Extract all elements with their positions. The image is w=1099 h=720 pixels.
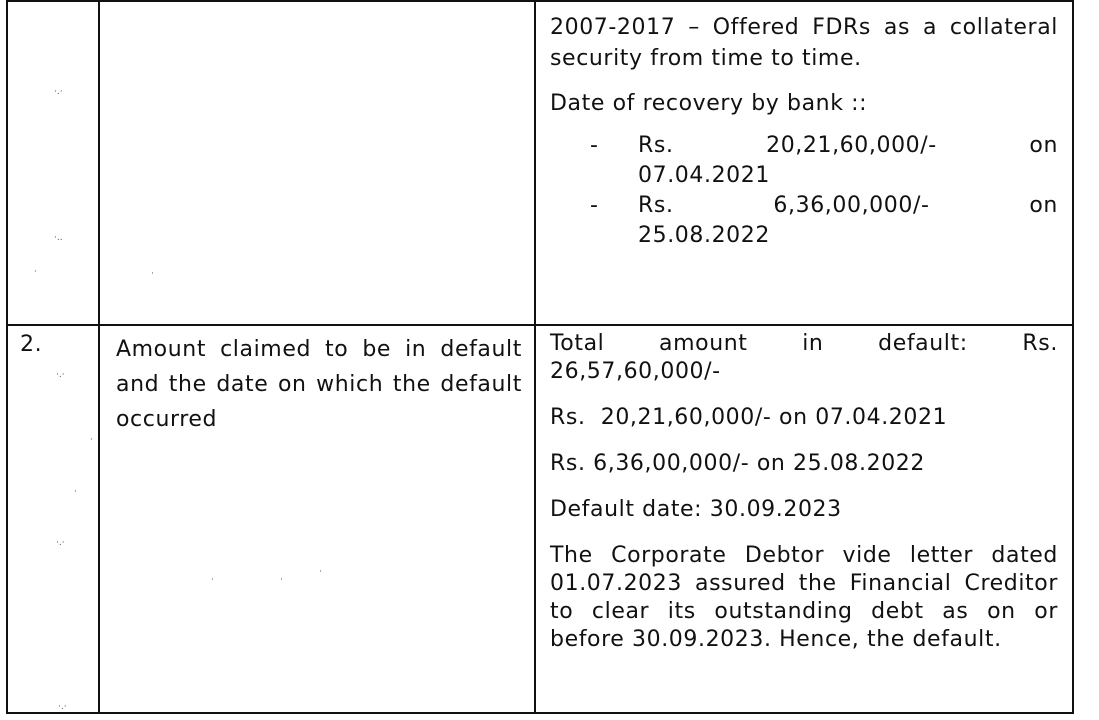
total-word: Total — [550, 331, 605, 356]
scan-speck: · — [211, 575, 214, 585]
table-row — [7, 1, 1073, 325]
recovery-list — [550, 131, 1058, 251]
collateral-text: 2007-2017 – Offered FDRs as a collateral security from time to time. — [550, 15, 1058, 71]
details-cell — [535, 1, 1073, 325]
list-item — [590, 191, 1058, 251]
scan-speck: · — [74, 487, 77, 497]
description-text — [100, 2, 534, 8]
list-item — [590, 131, 1058, 191]
description-cell — [99, 1, 535, 325]
recovery-on: on — [1029, 193, 1058, 218]
scan-speck: · — [34, 267, 37, 277]
total-amount-line — [550, 330, 1058, 358]
description-text: Amount claimed to be in default and the date on which the default occurred — [116, 337, 522, 432]
recovery-label: Rs. — [638, 133, 674, 158]
amount-word: amount — [659, 331, 748, 356]
scan-speck: ·.. — [54, 233, 63, 243]
details-cell — [535, 325, 1073, 713]
table-row — [7, 325, 1073, 713]
scan-speck: · — [151, 269, 154, 279]
default-line-2: Rs. 6,36,00,000/- on 25.08.2022 — [550, 451, 925, 476]
serial-number: 2. — [20, 332, 43, 357]
recovery-amount: 6,36,00,000/- — [773, 193, 930, 218]
total-amount: 26,57,60,000/- — [550, 359, 721, 384]
recovery-date: 07.04.2021 — [638, 163, 770, 188]
default-date: Default date: 30.09.2023 — [550, 497, 842, 522]
recovery-label: Rs. — [638, 193, 674, 218]
rs-word: Rs. — [1022, 331, 1058, 356]
explanation-text: The Corporate Debtor vide letter dated 01.07.2023 assured the Financial Creditor to clear its outstanding debt as on or before 30.09.2023. Hence, the default. — [550, 543, 1058, 652]
recovery-amount: 20,21,60,000/- — [766, 133, 937, 158]
list-dash: - — [590, 133, 599, 158]
scan-speck: · — [280, 575, 283, 585]
list-dash: - — [590, 193, 599, 218]
serial-cell — [7, 325, 99, 713]
serial-cell — [7, 1, 99, 325]
scan-speck: ·.· — [56, 538, 65, 548]
scan-speck: · — [90, 435, 93, 445]
serial-number — [8, 2, 98, 8]
default-line-1: Rs. 20,21,60,000/- on 07.04.2021 — [550, 405, 948, 430]
recovery-date: 25.08.2022 — [638, 223, 770, 248]
scan-speck: ·.· — [54, 87, 63, 97]
recovery-on: on — [1029, 133, 1058, 158]
claim-table — [6, 0, 1074, 714]
scan-speck: ·.· — [58, 702, 67, 712]
recovery-heading: Date of recovery by bank :: — [550, 91, 868, 116]
in-word: in — [802, 331, 824, 356]
scan-speck: ·.· — [56, 370, 65, 380]
scan-speck: · — [319, 567, 322, 577]
description-cell — [99, 325, 535, 713]
default-word: default: — [878, 331, 968, 356]
